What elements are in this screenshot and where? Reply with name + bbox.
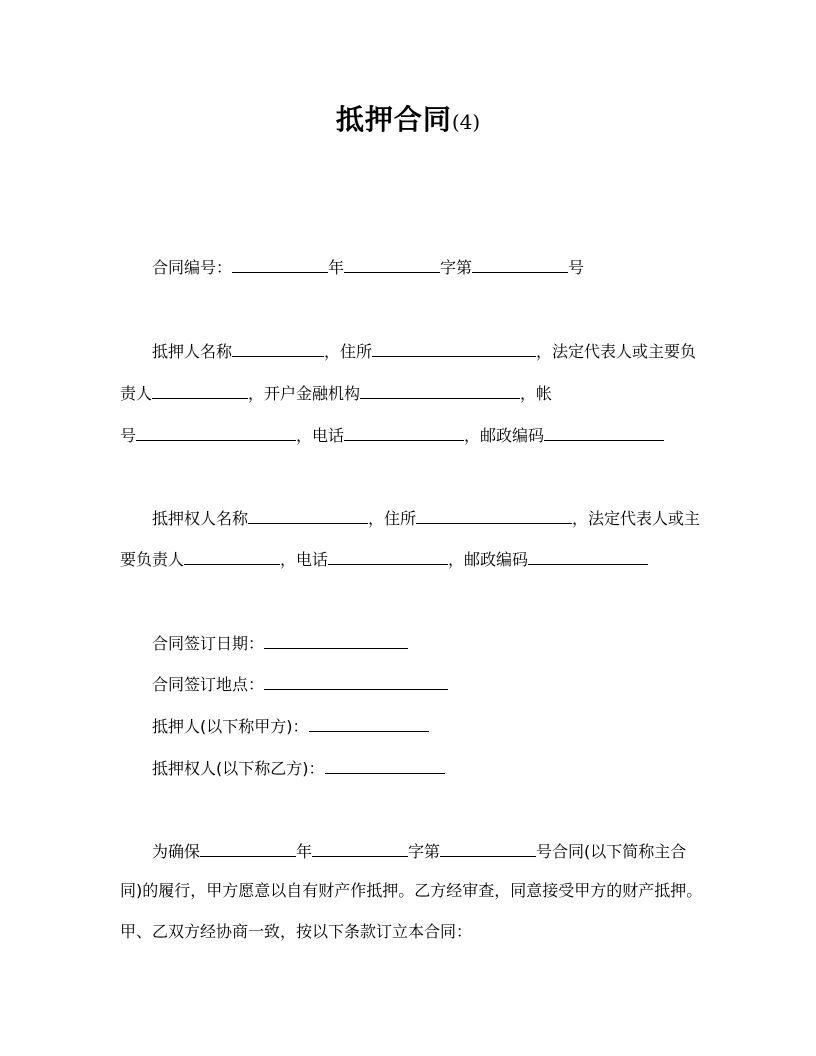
preamble-text-3: 甲、乙双方经协商一致，按以下条款订立本合同：	[120, 922, 473, 941]
mortgagor-postcode-blank[interactable]	[544, 422, 664, 441]
mortgagor-account-blank[interactable]	[136, 422, 296, 441]
mortgagee-postcode-blank[interactable]	[528, 546, 648, 565]
party-a-label: 抵押人(以下称甲方)：	[152, 717, 309, 736]
mortgagee-rep-label: ，法定代表人或主	[572, 509, 701, 528]
party-b-line	[152, 755, 445, 777]
mortgagor-phone-blank[interactable]	[344, 422, 464, 441]
mortgagor-address-blank[interactable]	[372, 338, 536, 357]
mortgagor-line-2	[120, 380, 552, 402]
mortgagor-line-1	[152, 338, 696, 360]
mortgagor-bank-blank[interactable]	[360, 380, 520, 399]
preamble-zi-blank[interactable]	[312, 838, 408, 857]
mortgagee-name-blank[interactable]	[248, 505, 368, 524]
document-title-main: 抵押合同	[335, 103, 452, 136]
preamble-text-2: 同)的履行，甲方愿意以自有财产作抵押。乙方经审查，同意接受甲方的财产抵押。	[120, 881, 703, 900]
preamble-number-blank[interactable]	[440, 838, 536, 857]
mortgagor-postcode-label: ，邮政编码	[464, 426, 545, 445]
mortgagor-rep-label-cont: 责人	[120, 384, 153, 403]
mortgagee-address-blank[interactable]	[416, 505, 572, 524]
party-a-blank[interactable]	[309, 713, 429, 732]
mortgagor-bank-label: ，开户金融机构	[248, 384, 361, 403]
mortgagor-account-label-cont: 号	[120, 426, 137, 445]
contract-year-blank[interactable]	[232, 254, 328, 273]
document-title	[0, 98, 816, 138]
preamble-line-3	[120, 921, 472, 943]
signing-place-label: 合同签订地点：	[152, 675, 265, 694]
contract-zi-blank[interactable]	[344, 254, 440, 273]
preamble-zi-di-label: 字第	[408, 842, 441, 861]
mortgagee-phone-label: ，电话	[280, 550, 329, 569]
preamble-suffix: 号合同(以下简称主合	[536, 842, 687, 861]
mortgagor-phone-label: ，电话	[296, 426, 345, 445]
contract-number-label: 合同编号：	[152, 258, 233, 277]
mortgagor-rep-label: ，法定代表人或主要负	[536, 342, 697, 361]
mortgagor-rep-blank[interactable]	[152, 380, 248, 399]
signing-date-blank[interactable]	[264, 630, 408, 649]
mortgagee-phone-blank[interactable]	[328, 546, 448, 565]
mortgagee-rep-blank[interactable]	[184, 546, 280, 565]
mortgagor-line-3	[120, 422, 664, 444]
document-title-suffix: (4)	[451, 110, 481, 134]
contract-number-line	[152, 254, 584, 276]
contract-number-blank[interactable]	[472, 254, 568, 273]
party-b-blank[interactable]	[325, 755, 445, 774]
mortgagee-address-label: ，住所	[368, 509, 417, 528]
mortgagor-account-label: ，帐	[520, 384, 553, 403]
contract-hao-label: 号	[568, 258, 585, 277]
mortgagee-name-label: 抵押权人名称	[152, 509, 249, 528]
party-a-line	[152, 713, 429, 735]
party-b-label: 抵押权人(以下称乙方)：	[152, 759, 325, 778]
preamble-year-blank[interactable]	[200, 838, 296, 857]
contract-zi-di-label: 字第	[440, 258, 473, 277]
signing-place-blank[interactable]	[264, 671, 448, 690]
mortgagor-address-label: ，住所	[324, 342, 373, 361]
preamble-line-2	[120, 880, 702, 902]
signing-date-label: 合同签订日期：	[152, 634, 265, 653]
contract-year-label: 年	[328, 258, 345, 277]
mortgagee-line-2	[120, 546, 648, 568]
mortgagee-rep-label-cont: 要负责人	[120, 550, 185, 569]
mortgagee-line-1	[152, 505, 700, 527]
preamble-line-1	[152, 838, 686, 860]
preamble-year-label: 年	[296, 842, 313, 861]
preamble-prefix: 为确保	[152, 842, 201, 861]
mortgagor-name-blank[interactable]	[232, 338, 324, 357]
mortgagee-postcode-label: ，邮政编码	[448, 550, 529, 569]
signing-place-line	[152, 671, 448, 693]
signing-date-line	[152, 630, 408, 652]
mortgagor-name-label: 抵押人名称	[152, 342, 233, 361]
